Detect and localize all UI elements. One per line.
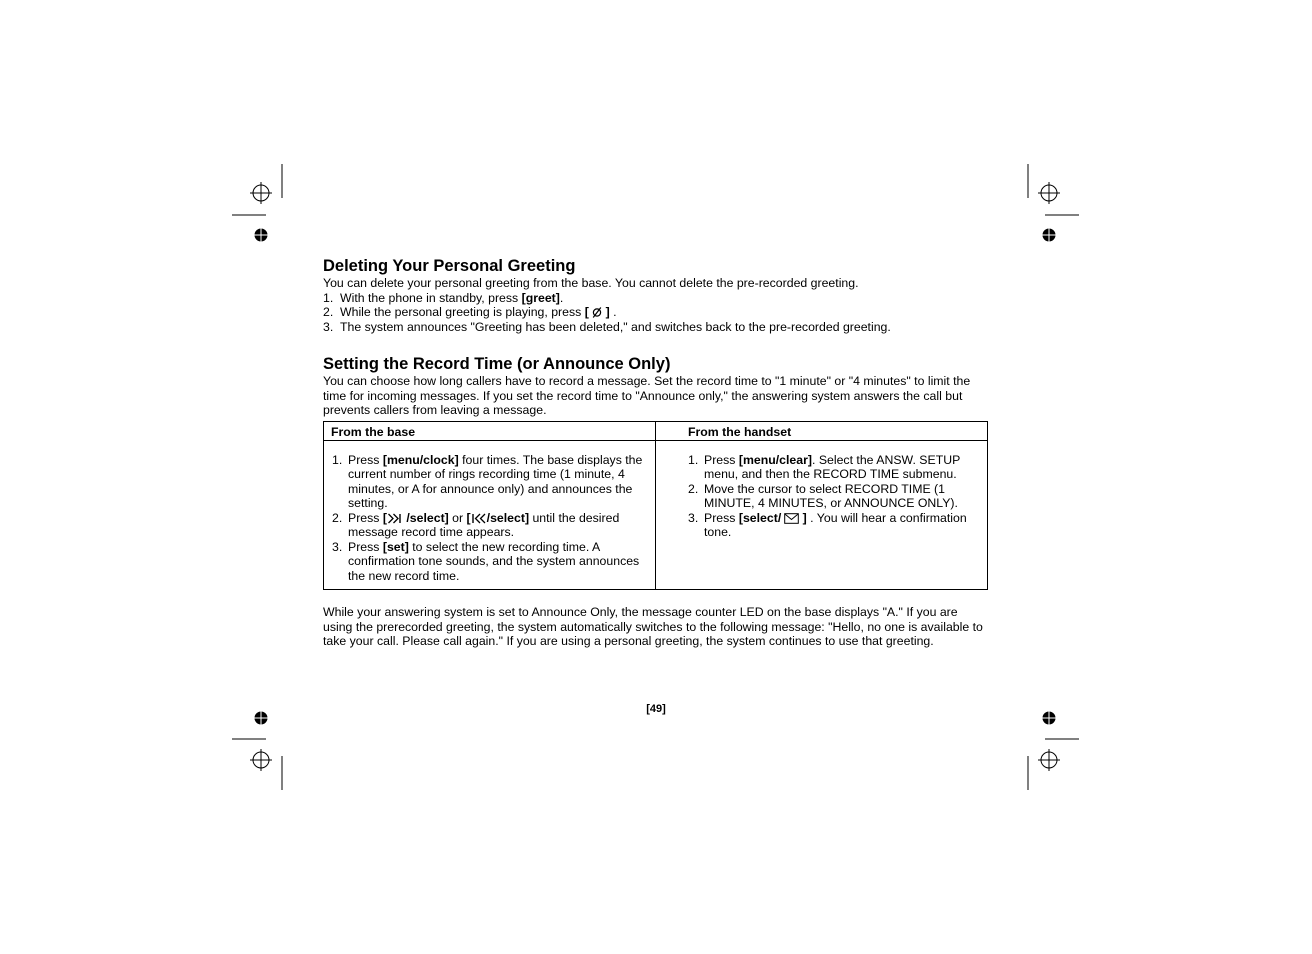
list-item: 3. The system announces "Greeting has been deleted," and switches back to the pre-recorded greeting. [323, 319, 891, 334]
list-item: 3. Press [select/ ] . You will hear a confirmation tone. [688, 510, 967, 539]
key-label: [greet] [521, 290, 560, 305]
list-item: 1. Press [menu/clock] four times. The base displays the current number of rings recording time (1 minute, 4 minutes, or A for announce only) and announces the setting. [332, 452, 643, 510]
delete-slash-icon [592, 307, 602, 318]
steps-list [323, 291, 988, 335]
steps-list [688, 453, 979, 540]
table-row [324, 440, 988, 590]
section-intro: You can delete your personal greeting from the base. You cannot delete the pre-recorded greeting. [323, 276, 859, 290]
registration-mark-icon [250, 749, 272, 771]
key-label: [menu/clear] [738, 452, 812, 467]
skip-forward-icon [387, 513, 403, 524]
table-cell-base [324, 440, 656, 590]
steps-list [332, 453, 647, 584]
table-header-row [324, 421, 988, 440]
key-label: [menu/clock] [382, 452, 459, 467]
section-deleting-greeting [323, 256, 988, 334]
list-item: 2. Press [ /select] or [ /select] until the desired message record time appears. [332, 510, 620, 539]
skip-back-icon [471, 513, 487, 524]
registration-dot-icon [1042, 228, 1056, 242]
instructions-table [323, 421, 988, 591]
key-label: [ /select] [466, 510, 530, 525]
registration-mark-icon [1038, 749, 1060, 771]
column-header-base: From the base [324, 421, 656, 440]
list-item: 2. While the personal greeting is playing, press [ ] . [323, 305, 617, 319]
column-header-handset: From the handset [656, 421, 988, 440]
section-heading: Deleting Your Personal Greeting [323, 257, 576, 275]
table-cell-handset [656, 440, 988, 590]
page-number: [49] [646, 703, 666, 715]
list-item: 1. Press [menu/clear]. Select the ANSW. SETUP menu, and then the RECORD TIME submenu. [688, 452, 961, 481]
key-label: [ ] [584, 305, 610, 319]
registration-mark-icon [250, 182, 272, 204]
list-item: 2. Move the cursor to select RECORD TIME (1 MINUTE, 4 MINUTES, or ANNOUNCE ONLY). [688, 481, 958, 510]
registration-dot-icon [254, 228, 268, 242]
page-content [323, 256, 988, 649]
key-label: [set] [382, 539, 409, 554]
closing-paragraph: While your answering system is set to Announce Only, the message counter LED on the base displays "A." If you are using the prerecorded greeting, the system automatically switches to the following message: "Hello, no one is available to take your call. Please call again." If you are using a personal greeting, the system continues to use that greeting. [323, 605, 983, 648]
envelope-icon [784, 513, 799, 524]
key-label: [select/ ] [738, 510, 807, 525]
registration-mark-icon [1038, 182, 1060, 204]
section-intro: You can choose how long callers have to record a message. Set the record time to "1 minute" or "4 minutes" to limit the time for incoming messages. If you set the record time to "Announce only," the answering system answers the call but prevents callers from leaving a message. [323, 374, 971, 417]
section-record-time [323, 354, 988, 649]
list-item: 3. Press [set] to select the new recording time. A confirmation tone sounds, and the system announces the new record time. [332, 539, 640, 583]
list-item: 1. With the phone in standby, press [greet]. [323, 290, 564, 305]
key-label: [ /select] [382, 510, 449, 525]
section-heading: Setting the Record Time (or Announce Only) [323, 355, 671, 373]
